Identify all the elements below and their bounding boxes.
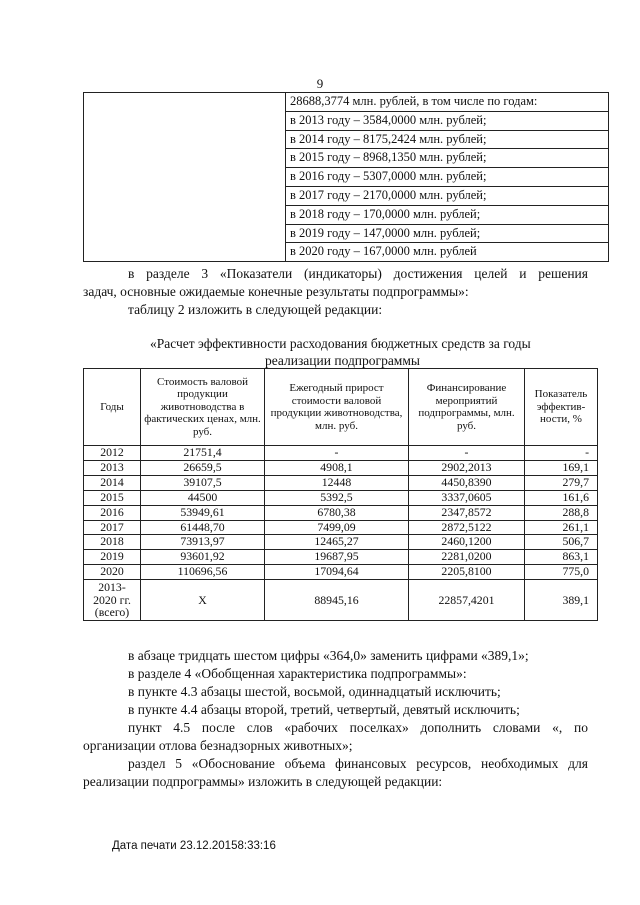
allocation-line: 28688,3774 млн. рублей, в том числе по годам: [290,94,538,108]
section3-line1: в разделе 3 «Показатели (индикаторы) достижения целей и решения [128,266,588,281]
header-financing: Финансирование мероприятий подпрограммы, млн. руб. [409,369,525,446]
cell-gross: 26659,5 [141,460,265,475]
allocation-text-cell [286,93,609,262]
cell-financing: 2347,8572 [409,505,525,520]
print-date: Дата печати 23.12.20158:33:16 [112,840,276,852]
cell-year: 2017 [84,520,141,535]
cell-financing: 4450,8390 [409,475,525,490]
table-row [84,550,598,565]
amend-line6: организации отлова безнадзорных животных»; [83,738,353,753]
cell-growth: 88945,16 [265,580,409,621]
cell-year: 2016 [84,505,141,520]
cell-growth: 12465,27 [265,535,409,550]
cell-growth: 17094,64 [265,565,409,580]
allocation-line: в 2018 году – 170,0000 млн. рублей; [286,205,608,224]
table-row [84,490,598,505]
cell-efficiency: 169,1 [525,460,598,475]
table-title-line1: «Расчет эффективности расходования бюджетных средств за годы [150,336,531,351]
allocation-empty-cell [84,93,286,262]
cell-financing: 2205,8100 [409,565,525,580]
cell-efficiency: 261,1 [525,520,598,535]
cell-gross: X [141,580,265,621]
allocation-line: в 2015 году – 8968,1350 млн. рублей; [286,148,608,167]
cell-growth: - [265,446,409,461]
cell-year: 2015 [84,490,141,505]
table-header-row [84,369,598,446]
cell-efficiency: 288,8 [525,505,598,520]
cell-year: 2012 [84,446,141,461]
cell-financing: 3337,0605 [409,490,525,505]
cell-growth: 5392,5 [265,490,409,505]
cell-financing: 2460,1200 [409,535,525,550]
allocation-line: в 2019 году – 147,0000 млн. рублей; [286,224,608,243]
cell-gross: 39107,5 [141,475,265,490]
allocation-line: в 2016 году – 5307,0000 млн. рублей; [286,167,608,186]
table-row [84,446,598,461]
cell-gross: 93601,92 [141,550,265,565]
amend-line2: в разделе 4 «Обобщенная характеристика подпрограммы»: [128,666,467,681]
header-gross: Стоимость валовой продукции животноводства в фактических ценах, млн. руб. [141,369,265,446]
cell-efficiency: 506,7 [525,535,598,550]
cell-efficiency: - [525,446,598,461]
cell-gross: 110696,56 [141,565,265,580]
table-row [84,505,598,520]
cell-efficiency: 863,1 [525,550,598,565]
cell-growth: 19687,95 [265,550,409,565]
amend-line1: в абзаце тридцать шестом цифры «364,0» заменить цифрами «389,1»; [128,648,529,663]
amend-line4: в пункте 4.4 абзацы второй, третий, четвертый, девятый исключить; [128,702,520,717]
cell-financing: 2281,0200 [409,550,525,565]
table2-instruction: таблицу 2 изложить в следующей редакции: [128,302,383,317]
cell-gross: 73913,97 [141,535,265,550]
cell-financing: 2872,5122 [409,520,525,535]
header-growth: Ежегодный прирост стоимости валовой продукции животноводства, млн. руб. [265,369,409,446]
table-title-line2: реализации подпрограммы [265,353,420,368]
cell-year: 2019 [84,550,141,565]
cell-financing: 22857,4201 [409,580,525,621]
table-total-row [84,580,598,621]
cell-year: 2020 [84,565,141,580]
cell-year: 2014 [84,475,141,490]
cell-efficiency: 389,1 [525,580,598,621]
allocation-line: в 2020 году – 167,0000 млн. рублей [286,242,608,261]
page-number: 9 [316,76,324,91]
amend-line5: пункт 4.5 после слов «рабочих поселках» дополнить словами «, по [128,720,588,735]
amend-line3: в пункте 4.3 абзацы шестой, восьмой, одиннадцатый исключить; [128,684,501,699]
cell-year: 2018 [84,535,141,550]
allocation-line: в 2014 году – 8175,2424 млн. рублей; [286,130,608,149]
cell-financing: - [409,446,525,461]
allocation-line: в 2013 году – 3584,0000 млн. рублей; [286,111,608,130]
efficiency-table [83,368,598,621]
table-row [84,475,598,490]
cell-efficiency: 161,6 [525,490,598,505]
cell-growth: 12448 [265,475,409,490]
cell-year: 2013 [84,460,141,475]
allocation-table [83,92,609,262]
cell-gross: 44500 [141,490,265,505]
allocation-line: в 2017 году – 2170,0000 млн. рублей; [286,186,608,205]
table-row [84,520,598,535]
amend-line7: раздел 5 «Обоснование объема финансовых ресурсов, необходимых для [128,756,588,771]
cell-efficiency: 775,0 [525,565,598,580]
header-efficiency: Показатель эффектив-ности, % [525,369,598,446]
cell-efficiency: 279,7 [525,475,598,490]
cell-growth: 6780,38 [265,505,409,520]
cell-gross: 53949,61 [141,505,265,520]
section3-line2: задач, основные ожидаемые конечные результаты подпрограммы»: [83,284,469,299]
header-year: Годы [84,369,141,446]
table-row [84,460,598,475]
cell-growth: 4908,1 [265,460,409,475]
cell-gross: 61448,70 [141,520,265,535]
table-row [84,565,598,580]
table-row [84,535,598,550]
cell-year: 2013-2020 гг. (всего) [84,580,141,621]
cell-gross: 21751,4 [141,446,265,461]
amend-line8: реализации подпрограммы» изложить в следующей редакции: [83,774,443,789]
cell-financing: 2902,2013 [409,460,525,475]
cell-growth: 7499,09 [265,520,409,535]
